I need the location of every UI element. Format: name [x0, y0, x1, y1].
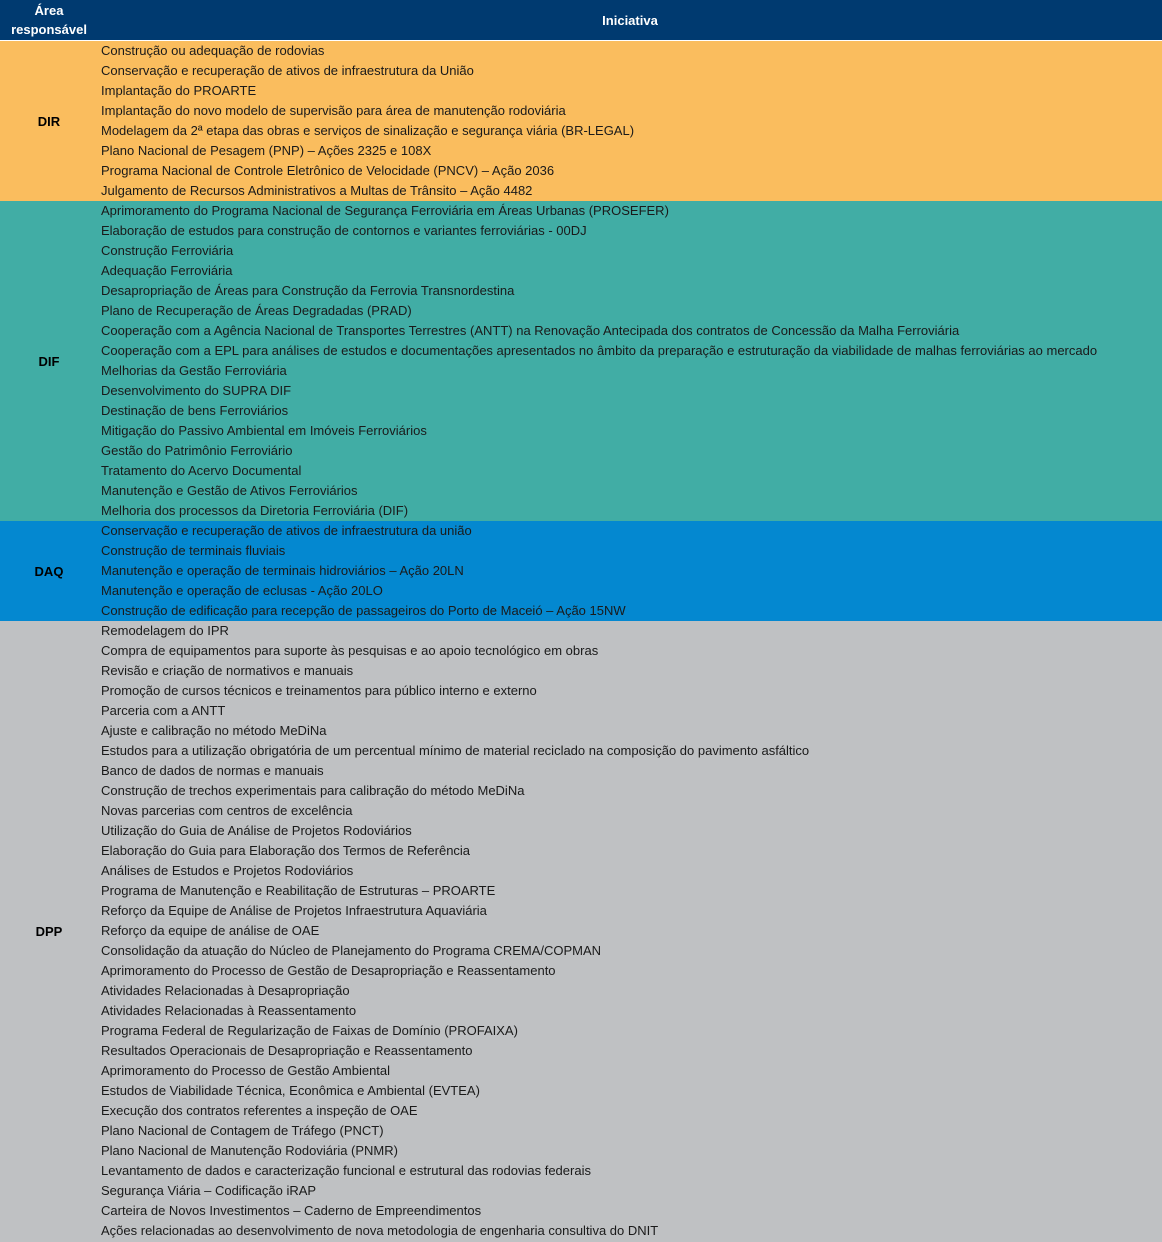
initiative-item: Elaboração de estudos para construção de contornos e variantes ferroviárias - 00DJ	[101, 223, 587, 238]
initiative-item: Atividades Relacionadas à Desapropriação	[101, 983, 350, 998]
initiative-item: Modelagem da 2ª etapa das obras e serviços de sinalização e segurança viária (BR-LEGAL)	[101, 123, 635, 138]
initiative-item: Construção ou adequação de rodovias	[101, 43, 325, 58]
initiative-item: Conservação e recuperação de ativos de infraestrutura da união	[101, 523, 472, 538]
initiative-item: Remodelagem do IPR	[101, 623, 229, 638]
header-iniciativa: Iniciativa	[602, 12, 658, 28]
initiative-item: Banco de dados de normas e manuais	[101, 763, 324, 778]
group-daq	[0, 521, 1162, 621]
initiative-item: Análises de Estudos e Projetos Rodoviários	[101, 863, 354, 878]
initiative-item: Consolidação da atuação do Núcleo de Planejamento do Programa CREMA/COPMAN	[101, 943, 602, 958]
initiative-item: Parceria com a ANTT	[101, 703, 226, 718]
initiative-item: Plano Nacional de Contagem de Tráfego (PNCT)	[101, 1123, 384, 1138]
initiative-item: Aprimoramento do Processo de Gestão de Desapropriação e Reassentamento	[101, 963, 556, 978]
area-label-dif: DIF	[38, 353, 60, 369]
initiative-list-dpp	[98, 621, 1162, 1242]
initiative-item: Desapropriação de Áreas para Construção da Ferrovia Transnordestina	[101, 283, 515, 298]
initiative-item: Construção de edificação para recepção de passageiros do Porto de Maceió – Ação 15NW	[101, 603, 626, 618]
initiative-item: Implantação do PROARTE	[101, 83, 257, 98]
initiative-item: Destinação de bens Ferroviários	[101, 403, 289, 418]
initiative-item: Manutenção e operação de terminais hidroviários – Ação 20LN	[101, 563, 464, 578]
initiative-item: Ajuste e calibração no método MeDiNa	[101, 723, 327, 738]
initiative-list-dif	[98, 201, 1162, 521]
initiative-item: Construção Ferroviária	[101, 243, 234, 258]
initiative-item: Programa Federal de Regularização de Faixas de Domínio (PROFAIXA)	[101, 1023, 518, 1038]
initiative-item: Plano Nacional de Manutenção Rodoviária (PNMR)	[101, 1143, 398, 1158]
initiative-item: Desenvolvimento do SUPRA DIF	[101, 383, 292, 398]
initiative-item: Estudos de Viabilidade Técnica, Econômica e Ambiental (EVTEA)	[101, 1083, 480, 1098]
area-label-dir: DIR	[37, 113, 61, 129]
initiative-item: Programa de Manutenção e Reabilitação de Estruturas – PROARTE	[101, 883, 496, 898]
initiative-item: Cooperação com a EPL para análises de estudos e documentações apresentados no âmbito da preparação e estruturação da viabilidade de malhas ferroviárias ao mercado	[101, 343, 1098, 358]
initiative-item: Manutenção e Gestão de Ativos Ferroviários	[101, 483, 358, 498]
initiative-item: Construção de terminais fluviais	[101, 543, 286, 558]
initiative-item: Ações relacionadas ao desenvolvimento de nova metodologia de engenharia consultiva do DNIT	[101, 1223, 659, 1238]
initiative-item: Carteira de Novos Investimentos – Caderno de Empreendimentos	[101, 1203, 482, 1218]
initiative-item: Plano Nacional de Pesagem (PNP) – Ações 2325 e 108X	[101, 143, 432, 158]
initiative-item: Utilização do Guia de Análise de Projetos Rodoviários	[101, 823, 412, 838]
initiative-item: Melhorias da Gestão Ferroviária	[101, 363, 287, 378]
area-label-dpp: DPP	[35, 924, 63, 939]
initiative-list-daq	[98, 521, 1162, 621]
initiative-item: Execução dos contratos referentes a inspeção de OAE	[101, 1103, 418, 1118]
initiative-item: Atividades Relacionadas à Reassentamento	[101, 1003, 357, 1018]
initiative-item: Novas parcerias com centros de excelência	[101, 803, 353, 818]
area-label-daq: DAQ	[34, 563, 64, 579]
initiative-item: Implantação do novo modelo de supervisão para área de manutenção rodoviária	[101, 103, 566, 118]
initiative-item: Promoção de cursos técnicos e treinamentos para público interno e externo	[101, 683, 537, 698]
initiative-item: Adequação Ferroviária	[101, 263, 233, 278]
initiative-item: Levantamento de dados e caracterização funcional e estrutural das rodovias federais	[101, 1163, 591, 1178]
initiative-item: Revisão e criação de normativos e manuais	[101, 663, 354, 678]
initiative-item: Gestão do Patrimônio Ferroviário	[101, 443, 293, 458]
initiative-item: Resultados Operacionais de Desapropriação e Reassentamento	[101, 1043, 473, 1058]
initiative-item: Julgamento de Recursos Administrativos a Multas de Trânsito – Ação 4482	[101, 183, 533, 198]
initiative-item: Plano de Recuperação de Áreas Degradadas (PRAD)	[101, 303, 412, 318]
group-dif	[0, 201, 1162, 521]
initiative-item: Segurança Viária – Codificação iRAP	[101, 1183, 317, 1198]
initiative-item: Tratamento do Acervo Documental	[101, 463, 302, 478]
initiative-item: Programa Nacional de Controle Eletrônico de Velocidade (PNCV) – Ação 2036	[101, 163, 555, 178]
initiative-item: Reforço da equipe de análise de OAE	[101, 923, 320, 938]
initiative-item: Conservação e recuperação de ativos de infraestrutura da União	[101, 63, 474, 78]
initiative-item: Cooperação com a Agência Nacional de Transportes Terrestres (ANTT) na Renovação Antecipada dos contratos de Concessão da Malha Ferroviária	[101, 323, 960, 338]
initiative-item: Manutenção e operação de eclusas - Ação 20LO	[101, 583, 383, 598]
header-area-responsavel: Área responsável	[11, 3, 87, 37]
initiative-item: Construção de trechos experimentais para calibração do método MeDiNa	[101, 783, 525, 798]
initiative-item: Aprimoramento do Processo de Gestão Ambiental	[101, 1063, 391, 1078]
initiative-item: Estudos para a utilização obrigatória de um percentual mínimo de material reciclado na composição do pavimento asfáltico	[101, 743, 810, 758]
initiative-item: Compra de equipamentos para suporte às pesquisas e ao apoio tecnológico em obras	[101, 643, 599, 658]
table-header	[0, 0, 1162, 41]
group-dir	[0, 41, 1162, 201]
initiative-item: Elaboração do Guia para Elaboração dos Termos de Referência	[101, 843, 471, 858]
initiative-item: Reforço da Equipe de Análise de Projetos Infraestrutura Aquaviária	[101, 903, 487, 918]
group-dpp	[0, 621, 1162, 1242]
initiative-list-dir	[98, 41, 1162, 201]
initiative-item: Aprimoramento do Programa Nacional de Segurança Ferroviária em Áreas Urbanas (PROSEFER)	[101, 203, 669, 218]
initiative-item: Mitigação do Passivo Ambiental em Imóveis Ferroviários	[101, 423, 427, 438]
initiative-item: Melhoria dos processos da Diretoria Ferroviária (DIF)	[101, 503, 409, 518]
